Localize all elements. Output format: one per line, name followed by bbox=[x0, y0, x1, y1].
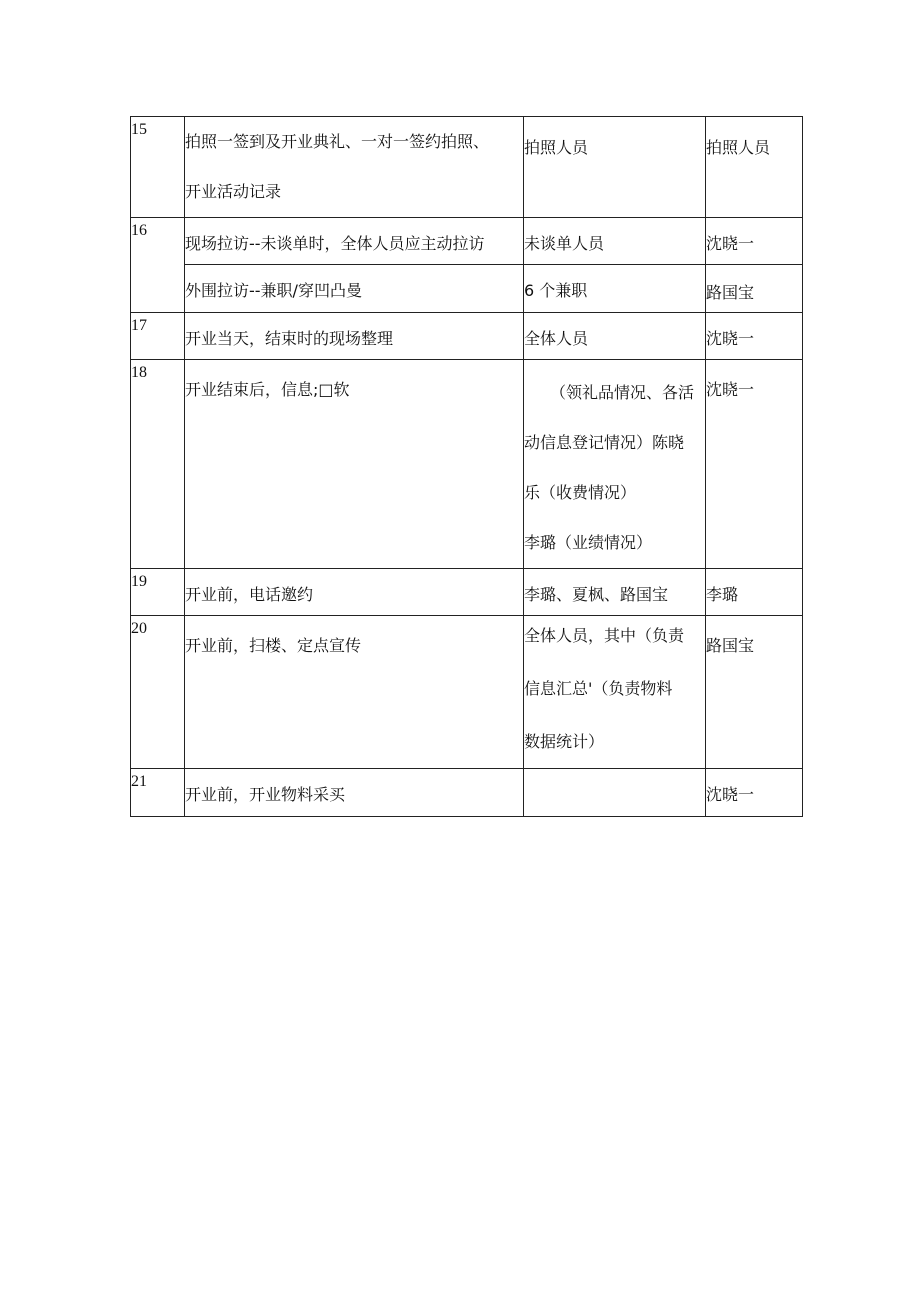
owner-cell bbox=[706, 616, 803, 769]
people-text: 6 个兼职 bbox=[524, 281, 588, 300]
task-cell bbox=[185, 569, 524, 616]
people-cell bbox=[524, 265, 706, 313]
owner-text: 沈晓一 bbox=[706, 234, 755, 253]
table-row bbox=[131, 117, 803, 218]
people-cell bbox=[524, 218, 706, 265]
row-number: 15 bbox=[131, 117, 185, 218]
owner-cell bbox=[706, 117, 803, 218]
schedule-table bbox=[130, 116, 803, 817]
owner-cell bbox=[706, 313, 803, 360]
owner-cell bbox=[706, 769, 803, 817]
row-number: 20 bbox=[131, 616, 185, 769]
people-text: 动信息登记情况）陈晓 bbox=[524, 433, 685, 452]
owner-text: 拍照人员 bbox=[706, 138, 771, 157]
people-text: 拍照人员 bbox=[524, 138, 589, 157]
task-text: 开业前，电话邀约 bbox=[185, 585, 314, 604]
owner-text: 李璐 bbox=[706, 585, 739, 604]
row-number: 21 bbox=[131, 769, 185, 817]
owner-cell bbox=[706, 218, 803, 265]
owner-cell bbox=[706, 265, 803, 313]
table-row bbox=[131, 616, 803, 769]
table-row bbox=[131, 218, 803, 265]
owner-text: 路国宝 bbox=[706, 283, 755, 302]
table-row bbox=[131, 360, 803, 569]
task-cell bbox=[185, 616, 524, 769]
row-number: 17 bbox=[131, 313, 185, 360]
people-text: （领礼品情况、各活 bbox=[550, 383, 695, 402]
task-cell bbox=[185, 769, 524, 817]
people-text: 李璐（业绩情况） bbox=[524, 533, 653, 552]
task-text: 开业前，开业物料采买 bbox=[185, 785, 346, 804]
people-cell bbox=[524, 313, 706, 360]
people-cell bbox=[524, 769, 706, 817]
table-row bbox=[131, 313, 803, 360]
people-text: 数据统计） bbox=[524, 732, 605, 751]
table-row bbox=[131, 769, 803, 817]
owner-text: 路国宝 bbox=[706, 636, 755, 655]
task-text: 拍照一签到及开业典礼、一对一签约拍照、 bbox=[185, 132, 490, 151]
task-text: 现场拉访--未谈单时，全体人员应主动拉访 bbox=[185, 234, 485, 253]
table-row bbox=[131, 265, 803, 313]
row-number: 16 bbox=[131, 218, 185, 313]
people-cell bbox=[524, 117, 706, 218]
people-cell bbox=[524, 360, 706, 569]
task-text: 开业当天，结束时的现场整理 bbox=[185, 329, 394, 348]
task-text: 开业活动记录 bbox=[185, 182, 282, 201]
task-cell bbox=[185, 265, 524, 313]
owner-cell bbox=[706, 360, 803, 569]
owner-text: 沈晓一 bbox=[706, 785, 755, 804]
people-cell bbox=[524, 616, 706, 769]
row-number: 19 bbox=[131, 569, 185, 616]
people-text: 李璐、夏枫、路国宝 bbox=[524, 585, 669, 604]
owner-text: 沈晓一 bbox=[706, 329, 755, 348]
people-text: 乐（收费情况） bbox=[524, 483, 637, 502]
people-text: 信息汇总'（负责物料 bbox=[524, 679, 673, 698]
task-text: 开业结束后，信息;□软 bbox=[185, 380, 350, 399]
row-number: 18 bbox=[131, 360, 185, 569]
task-cell bbox=[185, 117, 524, 218]
task-cell bbox=[185, 360, 524, 569]
task-text: 开业前，扫楼、定点宣传 bbox=[185, 636, 362, 655]
task-text: 外围拉访--兼职/穿凹凸曼 bbox=[185, 281, 362, 300]
people-text: 全体人员，其中（负责 bbox=[524, 626, 685, 645]
people-text: 未谈单人员 bbox=[524, 234, 605, 253]
owner-cell bbox=[706, 569, 803, 616]
task-cell bbox=[185, 218, 524, 265]
people-text: 全体人员 bbox=[524, 329, 589, 348]
owner-text: 沈晓一 bbox=[706, 380, 755, 399]
task-cell bbox=[185, 313, 524, 360]
